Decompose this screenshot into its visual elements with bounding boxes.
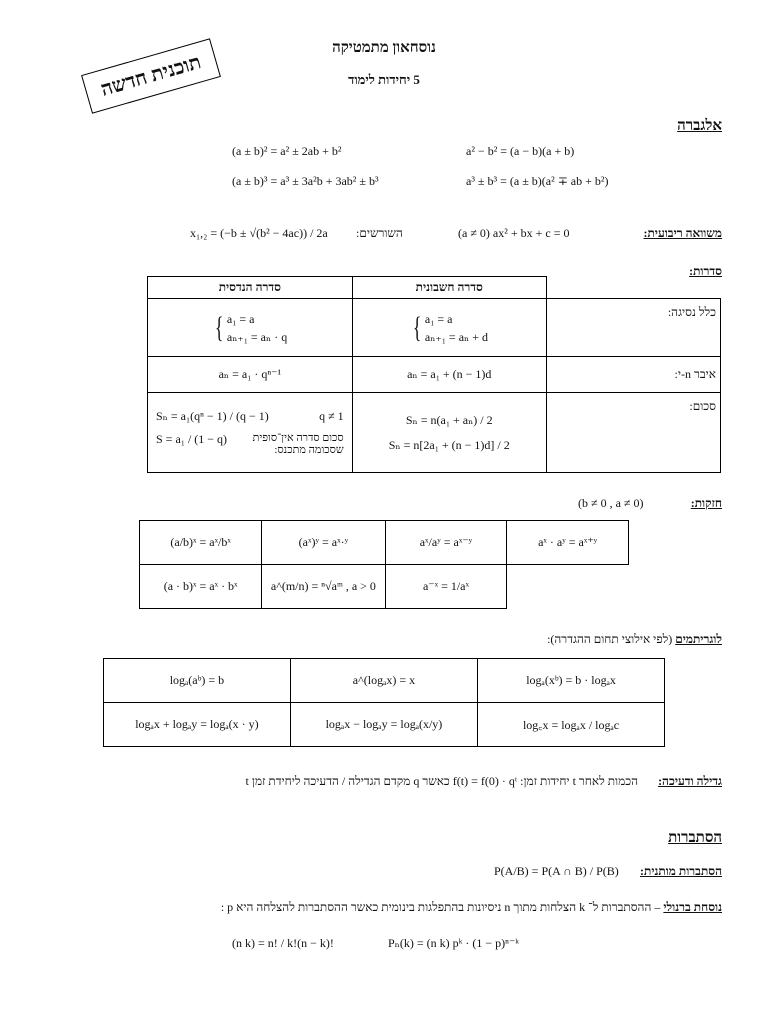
conditional-formula: P(A/B) = P(A ∩ B) / P(B) xyxy=(494,864,619,878)
log-exp-identity: a^(logₐx) = x xyxy=(290,659,477,703)
growth-text: הכמות לאחר t יחידות זמן: f(t) = f(0) · qᵗ כאשר q מקדם הגדילה / הדעיכה ליחידת זמן t xyxy=(245,774,638,788)
log-power-rule: logₐ(xᵇ) = b · logₐx xyxy=(478,659,665,703)
series-heading: סדרות: xyxy=(689,264,722,278)
log-diff: logₐx − logₐy = logₐ(x/y) xyxy=(290,703,477,747)
ari-nth: aₙ = a₁ + (n − 1)d xyxy=(352,357,546,393)
logs-heading: לוגריתמים xyxy=(675,632,722,646)
log-change-base: log꜀x = logₐx / logₐc xyxy=(478,703,665,747)
powers-table xyxy=(139,520,629,609)
roots-formula: x₁,₂ = (−b ± √(b² − 4ac)) / 2a xyxy=(190,226,328,240)
power-frac: (a/b)ˣ = aˣ/bˣ xyxy=(140,521,262,565)
page-subtitle: 5 יחידות לימוד xyxy=(348,72,420,87)
formula-sum-cubes: a³ ± b³ = (a ± b)(a² ∓ ab + b²) xyxy=(466,174,609,188)
page-title: נוסחאון מתמטיקה xyxy=(332,40,436,56)
program-stamp: תוכנית חדשה xyxy=(81,38,221,113)
geo-sum: Sₙ = a₁(qⁿ − 1) / (q − 1) xyxy=(156,409,269,423)
powers-heading: חזקות: xyxy=(690,496,722,510)
log-sum: logₐx + logₐy = logₐ(x · y) xyxy=(104,703,291,747)
geo-nth: aₙ = a₁ · qⁿ⁻¹ xyxy=(148,357,353,393)
power-root: a^(m/n) = ⁿ√aᵐ , a > 0 xyxy=(262,565,385,609)
ari-sum2: Sₙ = n[2a₁ + (n − 1)d] / 2 xyxy=(388,437,510,452)
growth-label: גדילה ודעיכה: xyxy=(658,774,722,788)
ari-recursion: { a₁ = a aₙ₊₁ = aₙ + d xyxy=(352,299,546,357)
geo-recursion: { a₁ = a aₙ₊₁ = aₙ · q xyxy=(148,299,353,357)
power-divide: aˣ/aʸ = aˣ⁻ʸ xyxy=(385,521,507,565)
formula-cube: (a ± b)³ = a³ ± 3a²b + 3ab² ± b³ xyxy=(232,174,379,188)
row-recursion: כלל נסיגה: xyxy=(546,299,720,357)
series-table xyxy=(147,276,721,473)
bernoulli-label: נוסחת ברנולי xyxy=(663,900,722,914)
algebra-heading: אלגברה xyxy=(677,118,722,134)
bernoulli-formula: Pₙ(k) = (n k) pᵏ · (1 − p)ⁿ⁻ᵏ xyxy=(388,936,520,950)
ari-sum1: Sₙ = n(a₁ + aₙ) / 2 xyxy=(405,412,493,427)
formula-diff-squares: a² − b² = (a − b)(a + b) xyxy=(466,144,575,158)
geo-sum-cond: q ≠ 1 xyxy=(319,409,344,423)
row-sum: סכום: xyxy=(546,393,720,473)
power-product: (a · b)ˣ = aˣ · bˣ xyxy=(140,565,262,609)
quadratic-equation: (a ≠ 0) ax² + bx + c = 0 xyxy=(458,226,570,240)
power-multiply: aˣ · aʸ = aˣ⁺ʸ xyxy=(507,521,629,565)
geo-sum-cell: Sₙ = a₁(qⁿ − 1) / (q − 1) q ≠ 1 S = a₁ / (1 − q) סכום סדרה אין־סופית שסכומה מתכנס: xyxy=(148,393,353,473)
power-negative: a⁻ˣ = 1/aˣ xyxy=(385,565,507,609)
roots-label: השורשים: xyxy=(356,226,403,240)
power-power: (aˣ)ʸ = aˣ·ʸ xyxy=(262,521,385,565)
probability-heading: הסתברות xyxy=(668,830,722,846)
ari-sum-cell xyxy=(352,393,546,473)
logs-table xyxy=(103,658,665,747)
col-geometric: סדרה הנדסית xyxy=(148,277,353,299)
binomial-coefficient: (n k) = n! / k!(n − k)! xyxy=(232,936,334,950)
logs-note: (לפי אילוצי תחום ההגדרה): xyxy=(547,632,673,646)
geo-infinite: S = a₁ / (1 − q) xyxy=(156,432,228,446)
formula-square: (a ± b)² = a² ± 2ab + b² xyxy=(232,144,342,158)
log-power-base: logₐ(aᵇ) = b xyxy=(104,659,291,703)
logs-heading-line xyxy=(547,632,722,647)
col-arithmetic: סדרה חשבונית xyxy=(352,277,546,299)
bernoulli-line xyxy=(102,900,722,915)
quadratic-label: משוואה ריבועית: xyxy=(643,226,722,240)
bernoulli-text: – ההסתברות ל־ k הצלחות מתוך n ניסיונות בהתפלגות בינומית כאשר ההסתברות להצלחה היא p : xyxy=(220,900,661,914)
powers-cond: (b ≠ 0 , a ≠ 0) xyxy=(578,496,644,510)
row-nth: איבר n-י: xyxy=(546,357,720,393)
conditional-label: הסתברות מותנית: xyxy=(640,864,722,878)
